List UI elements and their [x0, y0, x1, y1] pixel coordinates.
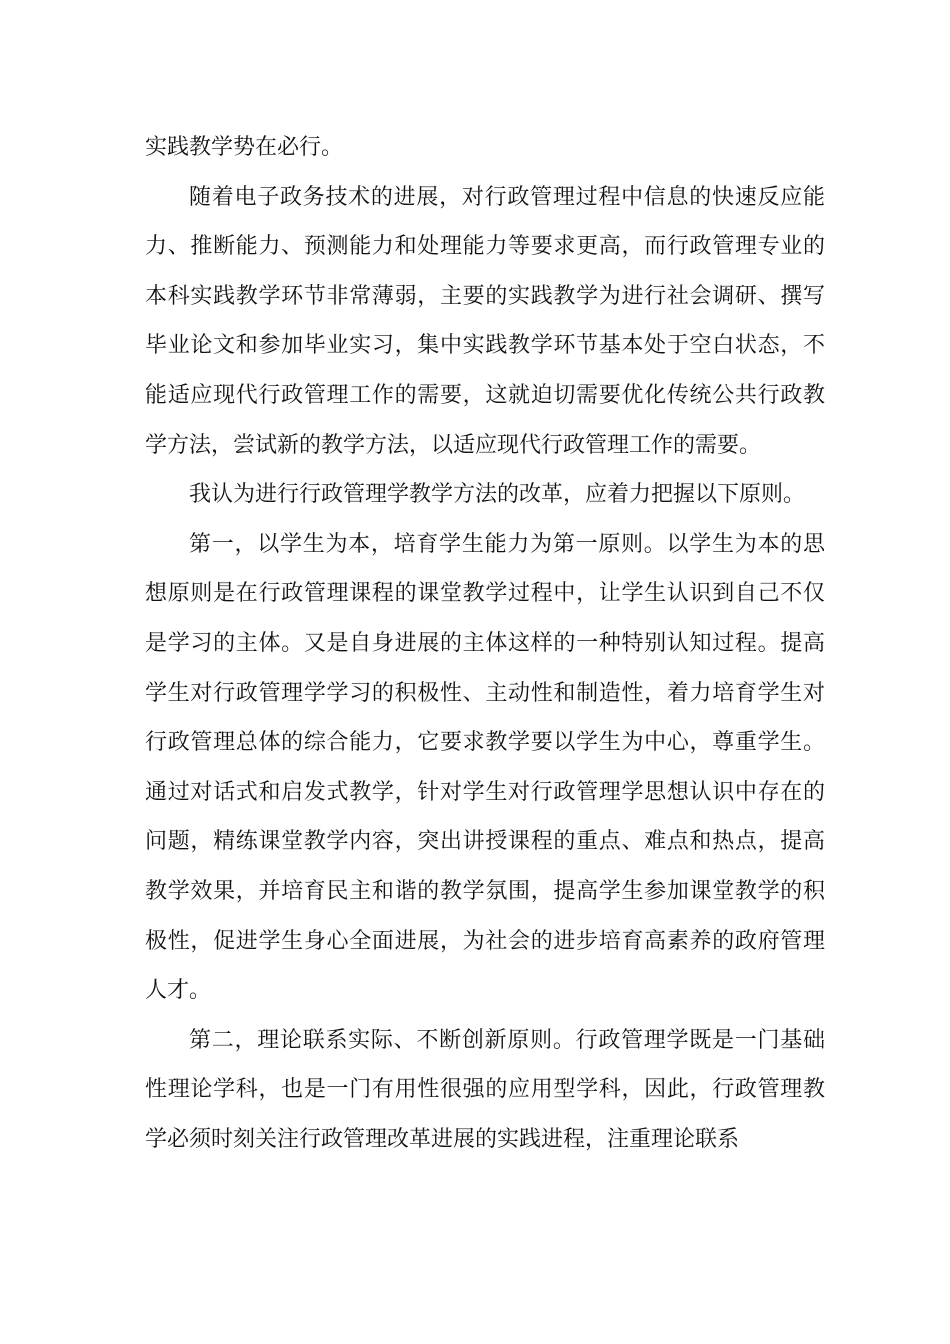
document-body: [145, 123, 825, 1164]
paragraph-principle-one: 第一，以学生为本，培育学生能力为第一原则。以学生为本的思想原则是在行政管理课程的课堂教学过程中，让学生认识到自己不仅是学习的主体。又是自身进展的主体这样的一种特别认知过程。提高学生对行政管理学学习的积极性、主动性和制造性，着力培育学生对行政管理总体的综合能力，它要求教学要以学生为中心，尊重学生。通过对话式和启发式教学，针对学生对行政管理学思想认识中存在的问题，精练课堂教学内容，突出讲授课程的重点、难点和热点，提高教学效果，并培育民主和谐的教学氛围，提高学生参加课堂教学的积极性，促进学生身心全面进展，为社会的进步培育高素养的政府管理人才。: [145, 531, 825, 1004]
paragraph-principles-intro: 我认为进行行政管理学教学方法的改革，应着力把握以下原则。: [189, 482, 806, 508]
paragraph-principle-two: 第二，理论联系实际、不断创新原则。行政管理学既是一门基础性理论学科，也是一门有用性很强的应用型学科，因此，行政管理教学必须时刻关注行政管理改革进展的实践进程，注重理论联系: [145, 1027, 825, 1152]
paragraph-egov: 随着电子政务技术的进展，对行政管理过程中信息的快速反应能力、推断能力、预测能力和处理能力等要求更高，而行政管理专业的本科实践教学环节非常薄弱，主要的实践教学为进行社会调研、撰写毕业论文和参加毕业实习，集中实践教学环节基本处于空白状态，不能适应现代行政管理工作的需要，这就迫切需要优化传统公共行政教学方法，尝试新的教学方法，以适应现代行政管理工作的需要。: [145, 184, 825, 458]
paragraph-continuation: 实践教学势在必行。: [145, 135, 344, 160]
